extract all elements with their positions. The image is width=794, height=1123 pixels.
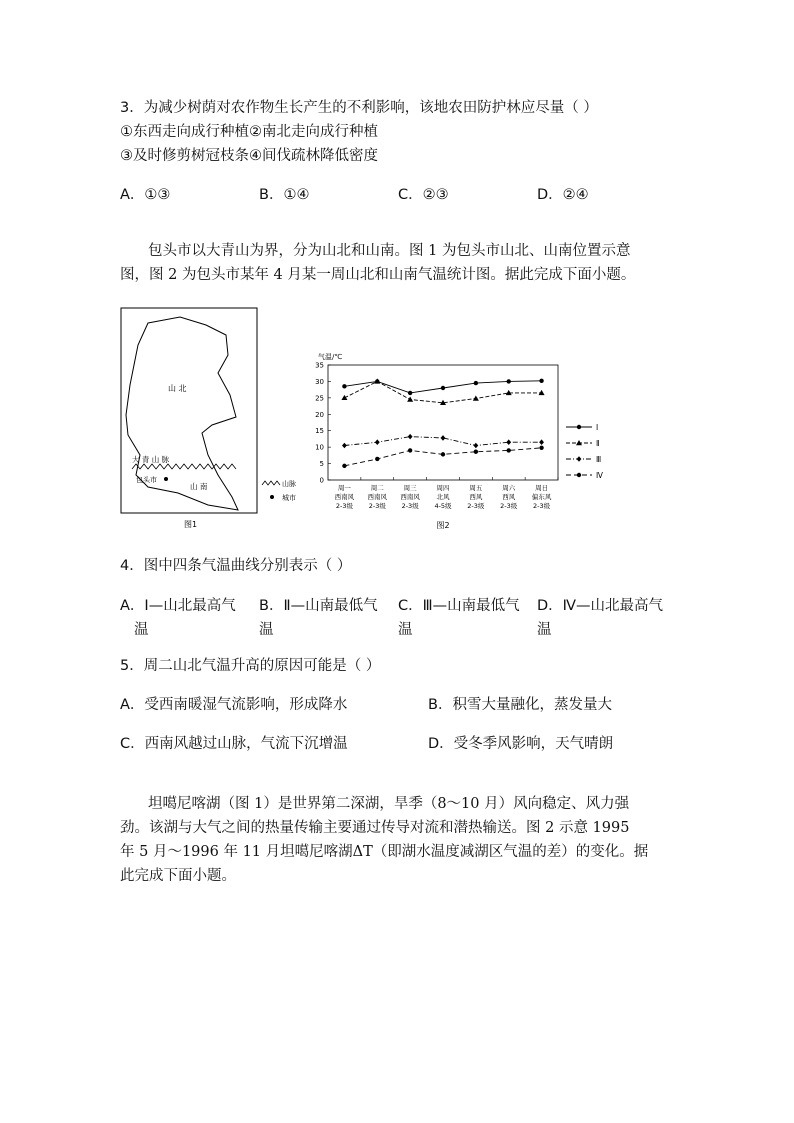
- series-line-4: [344, 448, 541, 466]
- q4-option-d-line2: 温: [537, 622, 552, 638]
- series-4-point-3: [441, 452, 445, 456]
- legend-mountain-symbol: [262, 481, 280, 485]
- legend-city-symbol: [270, 495, 274, 499]
- figure-1-map: [118, 305, 308, 535]
- x-tick-label-3-1: 北风: [436, 493, 450, 501]
- passage1-line-2: 图，图 2 为包头市某年 4 月某一周山北和山南气温统计图。据此完成下面小题。: [120, 267, 636, 283]
- figure-2-temperature-chart: [300, 345, 620, 540]
- series-3-point-2: [408, 434, 413, 440]
- legend-city: 城市: [282, 494, 296, 502]
- series-4-point-5: [507, 448, 511, 452]
- legend-marker-3: [577, 456, 582, 462]
- q3-stem: 3．为减少树荫对农作物生长产生的不利影响，该地农田防护林应尽量（ ）: [120, 100, 598, 116]
- q3-statement-1: ①东西走向成行种植②南北走向成行种植: [120, 124, 378, 140]
- y-tick-label-6: 30: [315, 377, 324, 386]
- legend-label-1: Ⅰ: [596, 423, 599, 432]
- series-2-point-0: [341, 395, 347, 400]
- x-tick-label-3-0: 周四: [436, 484, 450, 492]
- q4-option-d-line1: D．Ⅳ—山北最高气: [537, 598, 664, 614]
- q4-option-b-line2: 温: [259, 622, 274, 638]
- y-tick-label-2: 10: [315, 443, 324, 452]
- series-2-point-4: [473, 396, 479, 401]
- y-tick-label-3: 15: [315, 427, 324, 436]
- y-tick-label-4: 20: [315, 410, 324, 419]
- series-3-point-6: [539, 439, 544, 445]
- series-4-point-4: [474, 450, 478, 454]
- x-tick-label-6-0: 周日: [535, 484, 549, 492]
- series-3-point-5: [506, 439, 511, 445]
- q5-option-b: B．积雪大量融化，蒸发量大: [428, 697, 612, 713]
- series-2-point-2: [407, 397, 413, 402]
- series-3-point-3: [441, 435, 446, 441]
- q5-option-c: C．西南风越过山脉，气流下沉增温: [120, 736, 348, 752]
- y-tick-label-0: 0: [319, 476, 324, 485]
- x-tick-label-2-2: 2-3级: [401, 502, 419, 510]
- y-axis-label: 气温/℃: [318, 353, 343, 361]
- figure-1-caption: 图1: [184, 520, 198, 529]
- baotou-city-marker: [164, 477, 168, 481]
- series-1-point-0: [342, 384, 346, 388]
- q5-stem: 5．周二山北气温升高的原因可能是（ ）: [120, 658, 381, 674]
- series-4-point-1: [375, 457, 379, 461]
- x-tick-label-4-0: 周五: [469, 484, 483, 492]
- series-line-2: [344, 381, 541, 402]
- series-3-point-1: [375, 439, 380, 445]
- q4-option-a-line2: 温: [134, 622, 149, 638]
- q3-option-c: C．②③: [398, 187, 449, 203]
- passage2-line-1: 坦噶尼喀湖（图 1）是世界第二深湖，旱季（8～10 月）风向稳定、风力强: [148, 796, 630, 812]
- series-1-point-2: [408, 391, 412, 395]
- x-tick-label-0-0: 周一: [337, 484, 351, 492]
- label-shanbei: 山 北: [168, 384, 187, 393]
- x-tick-label-2-1: 西南风: [400, 493, 420, 501]
- x-tick-label-1-2: 2-3级: [368, 502, 386, 510]
- x-tick-label-6-2: 2-3级: [533, 502, 551, 510]
- x-tick-label-4-1: 西风: [469, 493, 483, 501]
- legend-label-2: Ⅱ: [596, 439, 600, 448]
- x-tick-label-5-0: 周六: [502, 484, 516, 492]
- figure-2-caption: 图2: [436, 521, 450, 530]
- q4-option-d: [537, 594, 677, 642]
- q5-option-a: A．受西南暖湿气流影响，形成降水: [120, 697, 348, 713]
- legend-label-3: Ⅲ: [596, 455, 602, 464]
- passage2-line-2: 劲。该湖与大气之间的热量传输主要通过传导对流和潜热输送。图 2 示意 1995: [120, 820, 630, 836]
- passage2-line-3: 年 5 月～1996 年 11 月坦噶尼喀湖ΔT（即湖水温度减湖区气温的差）的变化。据: [120, 844, 649, 860]
- q4-option-b-line1: B．Ⅱ—山南最低气: [259, 598, 378, 614]
- y-tick-label-7: 35: [315, 361, 324, 370]
- label-shannan: 山 南: [190, 482, 208, 491]
- x-tick-label-0-1: 西南风: [334, 493, 355, 501]
- q3-option-d: D．②④: [537, 187, 589, 203]
- x-tick-label-1-0: 周二: [370, 484, 384, 492]
- x-tick-label-6-1: 偏东风: [531, 493, 552, 501]
- x-tick-label-2-0: 周三: [403, 484, 417, 492]
- legend-mountain: 山脉: [282, 480, 296, 488]
- x-tick-label-5-2: 2-3级: [500, 502, 518, 510]
- series-1-point-4: [474, 381, 478, 385]
- series-1-point-5: [507, 379, 511, 383]
- q4-option-c: [398, 594, 538, 642]
- y-tick-label-5: 25: [315, 394, 324, 403]
- series-4-point-2: [408, 448, 412, 452]
- legend-marker-4: [577, 473, 581, 477]
- q4-option-a-line1: A．Ⅰ—山北最高气: [120, 598, 236, 614]
- q4-option-c-line2: 温: [398, 622, 413, 638]
- x-tick-label-1-1: 西南风: [367, 493, 388, 501]
- series-3-point-0: [342, 443, 347, 449]
- passage1-line-1: 包头市以大青山为界，分为山北和山南。图 1 为包头市山北、山南位置示意: [148, 243, 631, 259]
- q4-stem: 4．图中四条气温曲线分别表示（ ）: [120, 558, 352, 574]
- q4-option-c-line1: C．Ⅲ—山南最低气: [398, 598, 520, 614]
- series-4-point-6: [539, 446, 543, 450]
- q3-option-b: B．①④: [259, 187, 310, 203]
- label-daqing: 大 青 山 脉: [132, 455, 170, 464]
- x-tick-label-5-1: 西风: [502, 493, 516, 501]
- x-tick-label-3-2: 4-5级: [434, 502, 452, 510]
- q3-statement-2: ③及时修剪树冠枝条④间伐疏林降低密度: [120, 148, 378, 164]
- x-tick-label-4-2: 2-3级: [467, 502, 485, 510]
- q5-option-d: D．受冬季风影响，天气晴朗: [428, 736, 614, 752]
- legend-label-4: Ⅳ: [596, 471, 603, 480]
- series-4-point-0: [342, 464, 346, 468]
- legend-marker-1: [577, 425, 581, 429]
- series-1-point-6: [539, 379, 543, 383]
- series-3-point-4: [473, 443, 478, 449]
- q4-option-b: [259, 594, 399, 642]
- label-baotou: 包头市: [136, 476, 157, 484]
- y-tick-label-1: 5: [319, 460, 324, 469]
- plot-frame: [328, 365, 558, 480]
- x-tick-label-0-2: 2-3级: [335, 502, 353, 510]
- q3-option-a: A．①③: [120, 187, 171, 203]
- q4-option-a: [120, 594, 260, 642]
- series-1-point-3: [441, 386, 445, 390]
- passage2-line-4: 此完成下面小题。: [120, 868, 236, 884]
